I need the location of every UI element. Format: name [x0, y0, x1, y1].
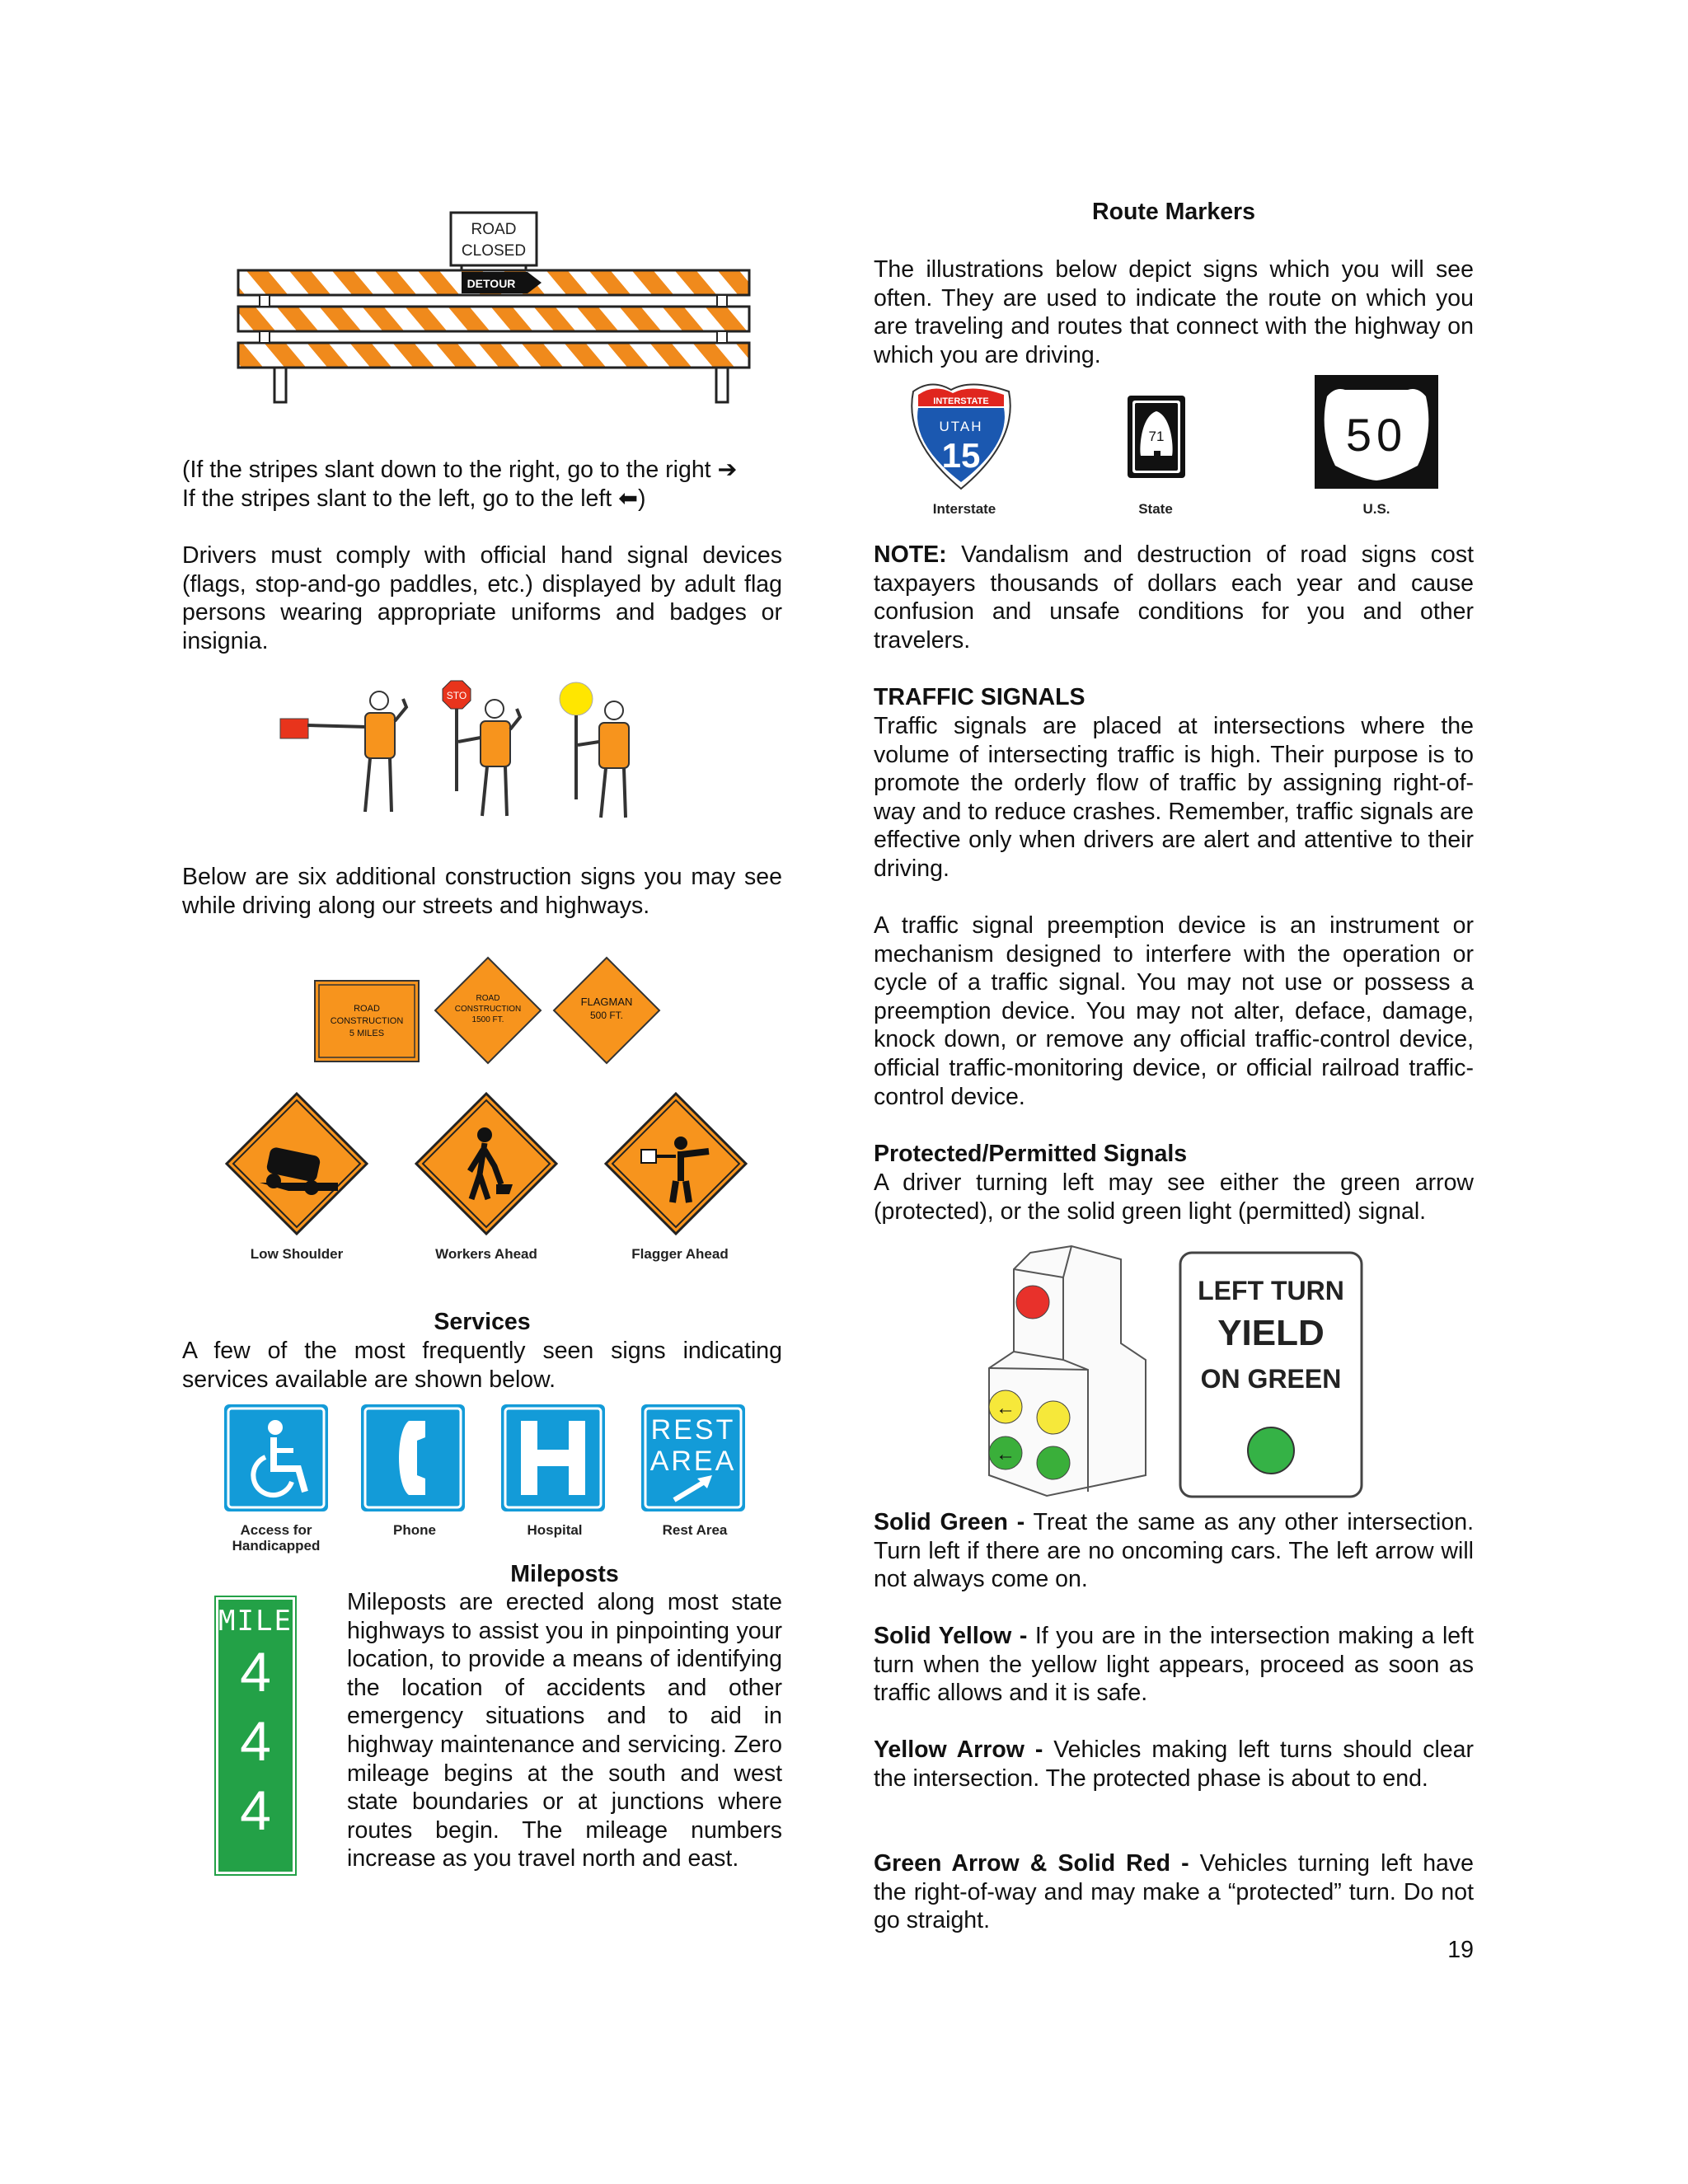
barricade-road-text: ROAD — [471, 221, 517, 238]
solid-yellow-label: Solid Yellow - — [874, 1623, 1028, 1649]
page-number: 19 — [1447, 1937, 1474, 1963]
traffic-signals-heading: TRAFFIC SIGNALS — [874, 684, 1085, 710]
services-heading: Services — [434, 1309, 531, 1335]
flagger-with-flag — [280, 691, 406, 812]
flagger-ahead-caption: Flagger Ahead — [631, 1246, 729, 1262]
service-signs-row — [223, 1403, 750, 1514]
left-turn-yield-on-green-sign — [1180, 1253, 1362, 1497]
traffic-signal-head — [989, 1246, 1146, 1496]
svg-text:50: 50 — [1345, 409, 1408, 461]
green-arrow-label: Green Arrow & Solid Red - — [874, 1850, 1189, 1877]
phone-caption: Phone — [393, 1522, 436, 1538]
interstate-shield-sign — [912, 384, 1010, 489]
hand-signal-paragraph: Drivers must comply with official hand signal devices (flags, stop-and-go paddles, etc.) displayed by adult flag persons wearing appropriate uniforms and badges or insignia. — [182, 542, 782, 654]
services-text: A few of the most frequently seen signs indicating services available are shown below. — [182, 1338, 782, 1393]
road-closed-barricade-illustration — [235, 206, 771, 412]
svg-text:15: 15 — [941, 436, 981, 475]
access-caption-2: Handicapped — [232, 1538, 321, 1554]
svg-text:FLAGMAN: FLAGMAN — [580, 996, 633, 1008]
svg-text:71: 71 — [1148, 429, 1165, 444]
yellow-arrow-text: Vehicles making left turns should clear the intersection. The protected phase is about to end. — [874, 1736, 1475, 1792]
solid-green-text: Treat the same as any other intersection. Turn left if there are no oncoming cars. The left arrow will not always come on. — [874, 1509, 1474, 1593]
rest-area-caption: Rest Area — [662, 1522, 728, 1538]
milepost-sign — [216, 1597, 295, 1874]
svg-text:ROAD: ROAD — [476, 994, 500, 1003]
hospital-caption: Hospital — [527, 1522, 583, 1538]
mileposts-text: Mileposts are erected along most state highways to assist you in pinpointing your location, to provide a means of identifying the location of accidents and other emergency situations and to aid in highway maintenance and servicing. Zero mileage begins at the south and west state boundaries or at junctions where routes begin. The mileage numbers increase as you travel north and east. — [347, 1589, 782, 1872]
construction-signs-top-row — [313, 956, 668, 1071]
workers-ahead-caption: Workers Ahead — [435, 1246, 537, 1262]
detour-text: DETOUR — [467, 277, 516, 290]
rest-area-sign — [641, 1404, 745, 1511]
workers-ahead-sign — [416, 1094, 556, 1234]
svg-text:AREA: AREA — [649, 1446, 737, 1477]
milepost-digit: 4 — [240, 1779, 271, 1842]
svg-text:YIELD: YIELD — [1217, 1313, 1325, 1353]
route-markers-text: The illustrations below depict signs which you will see often. They are used to indicate the route on which you are traveling and routes that connect with the highway on which you are driving. — [874, 256, 1474, 368]
road-construction-1500-ft-sign — [435, 958, 541, 1063]
handicapped-access-sign — [224, 1404, 328, 1511]
route-markers-heading: Route Markers — [1092, 199, 1255, 225]
svg-text:UTAH: UTAH — [939, 419, 983, 434]
access-caption-1: Access for — [240, 1522, 312, 1538]
construction-signs-bottom-row — [223, 1092, 750, 1240]
note-label: NOTE: — [874, 541, 947, 568]
svg-text:LEFT TURN: LEFT TURN — [1198, 1276, 1344, 1305]
left-turn-signal-illustration — [981, 1244, 1376, 1500]
svg-text:CONSTRUCTION: CONSTRUCTION — [454, 1005, 522, 1014]
hospital-sign — [501, 1404, 605, 1511]
low-shoulder-caption: Low Shoulder — [250, 1246, 344, 1262]
svg-text:REST: REST — [650, 1414, 736, 1446]
flagger-with-slow-paddle — [560, 682, 629, 818]
traffic-signals-text: Traffic signals are placed at intersections where the volume of intersecting traffic is high. Their purpose is to promote the orderly flow of traffic by assigning right-of-way and to reduce crashes. Remember, traffic signals are effective only when drivers are alert and attentive to their driving. — [874, 713, 1474, 882]
flagman-500-ft-sign — [554, 958, 659, 1063]
protected-text: A driver turning left may see either the green arrow (protected), or the solid green light (permitted) signal. — [874, 1169, 1474, 1225]
svg-text:INTERSTATE: INTERSTATE — [933, 396, 989, 406]
svg-text:5 MILES: 5 MILES — [349, 1029, 385, 1038]
milepost-digit: 4 — [240, 1710, 271, 1773]
phone-sign — [361, 1404, 465, 1511]
flagger-with-stop-paddle — [443, 681, 520, 816]
stripes-note-1: (If the stripes slant down to the right, go to the right ➔ — [182, 457, 738, 483]
stripes-note-2: If the stripes slant to the left, go to the left ⬅) — [182, 485, 646, 512]
svg-text:500 FT.: 500 FT. — [589, 1010, 624, 1021]
svg-text:ON GREEN: ON GREEN — [1200, 1364, 1342, 1394]
milepost-digit: 4 — [240, 1641, 271, 1704]
barricade-closed-text: CLOSED — [461, 242, 527, 260]
state-caption: State — [1138, 501, 1173, 517]
yellow-arrow-label: Yellow Arrow - — [874, 1736, 1043, 1763]
us-route-sign — [1315, 375, 1438, 489]
us-caption: U.S. — [1362, 501, 1390, 517]
route-marker-signs — [907, 375, 1451, 490]
solid-green-label: Solid Green - — [874, 1509, 1025, 1535]
road-construction-5-miles-sign — [315, 981, 419, 1062]
flagger-ahead-sign — [606, 1094, 746, 1234]
note-text: Vandalism and destruction of road signs cost taxpayers thousands of dollars each year and cause confusion and unsafe conditions for you and other travelers. — [874, 541, 1474, 654]
svg-text:ROAD: ROAD — [354, 1004, 380, 1014]
interstate-caption: Interstate — [932, 501, 996, 517]
mileposts-heading: Mileposts — [510, 1561, 619, 1587]
svg-text:←: ← — [996, 1397, 1015, 1419]
milepost-mile-label: MILE — [218, 1605, 293, 1638]
stop-paddle-text: STO — [446, 690, 467, 701]
flag-persons-illustration — [276, 676, 655, 824]
svg-text:CONSTRUCTION: CONSTRUCTION — [330, 1016, 404, 1026]
state-route-sign — [1128, 396, 1185, 478]
detour-arrow-sign — [462, 272, 542, 293]
svg-text:←: ← — [996, 1443, 1015, 1465]
construction-intro: Below are six additional construction signs you may see while driving along our streets and highways. — [182, 864, 782, 919]
green-arrow-text: Vehicles turning left have the right-of-way and may make a “protected” turn. Do not go straight. — [874, 1850, 1474, 1934]
preemption-text: A traffic signal preemption device is an instrument or mechanism designed to interfere with the operation or cycle of a traffic signal. You may not use or possess a preemption device. You may not alter, deface, damage, knock down, or remove any official traffic-control device, official traffic-monitoring device, or official railroad traffic-control device. — [874, 912, 1474, 1110]
low-shoulder-sign — [227, 1094, 367, 1234]
protected-heading: Protected/Permitted Signals — [874, 1141, 1188, 1167]
solid-yellow-text: If you are in the intersection making a left turn when the yellow light appears, proceed as soon as traffic allows and it is safe. — [874, 1623, 1474, 1707]
svg-text:1500 FT.: 1500 FT. — [471, 1015, 504, 1024]
